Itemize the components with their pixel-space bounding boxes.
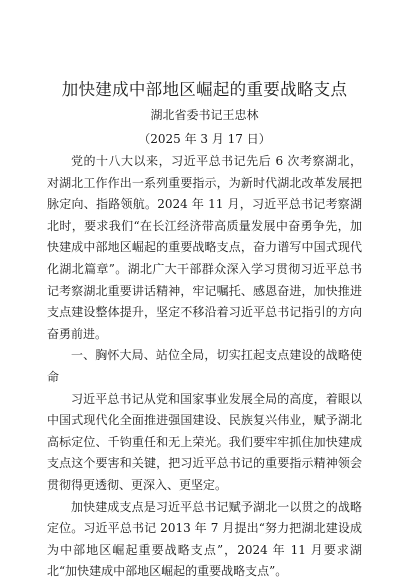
paragraph-intro: 党的十八大以来，习近平总书记先后 6 次考察湖北，对湖北工作作出一系列重要指示，为新时代湖北改革发展把脉定向、指路领航。2024 年 11 月，习近平总书记考察湖北时，要求我们“在长江经济带高质量发展中奋勇争先，加快建成中部地区崛起的重要战略支点，奋力谱写中国式现代化湖北篇章”。湖北广大干部群众深入学习贯彻习近平总书记考察湖北重要讲话精神，牢记嘱托、感恩奋进，加快推进支点建设整体提升，坚定不移沿着习近平总书记指引的方向奋勇前进。 <box>47 154 362 341</box>
document-author: 湖北省委书记王忠林 <box>150 108 259 122</box>
document-date: （2025 年 3 月 17 日） <box>138 132 271 146</box>
paragraph-section-1-2: 加快建成支点是习近平总书记赋予湖北一以贯之的战略定位。习近平总书记 2013 年 7 月提出“努力把湖北建设成为中部地区崛起重要战略支点”，2024 年 11 月要求湖北“加快建成中部地区崛起的重要战略支点”。 <box>47 499 362 579</box>
paragraph-section-1-1: 习近平总书记从党和国家事业发展全局的高度，着眼以中国式现代化全面推进强国建设、民族复兴伟业，赋予湖北高标定位、千钧重任和无上荣光。我们要牢牢抓住加快建成支点这个要害和关键，把习近平总书记的重要指示精神领会贯彻得更透彻、更深入、更坚定。 <box>47 391 362 492</box>
document-title: 加快建成中部地区崛起的重要战略支点 <box>61 80 348 99</box>
document-body <box>47 151 362 583</box>
section-heading-1: 一、胸怀大局、站位全局，切实扛起支点建设的战略使命 <box>47 348 362 384</box>
